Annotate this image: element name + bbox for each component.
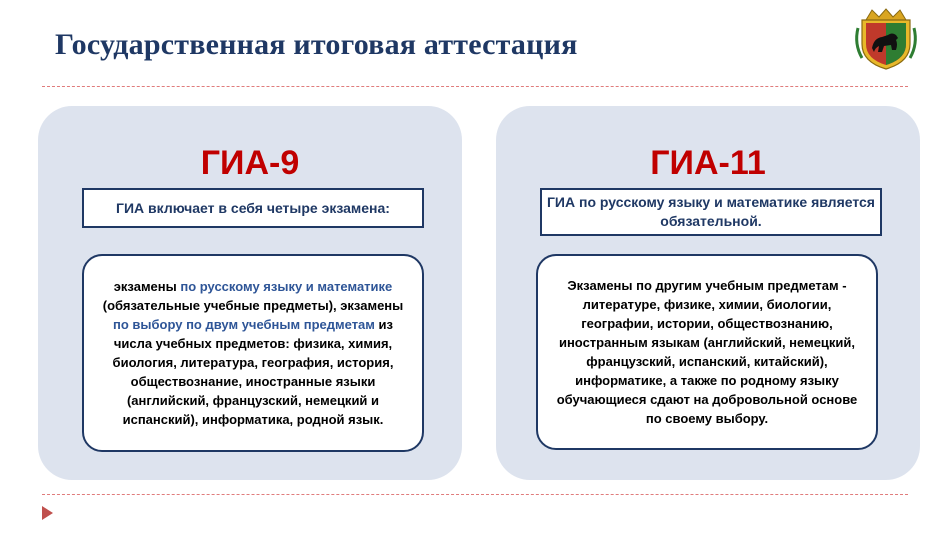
gia9-subtitle: ГИА включает в себя четыре экзамена:	[82, 188, 424, 228]
gia11-title: ГИА-11	[650, 144, 766, 182]
gia9-text-part: из числа учебных предметов: физика, химия, биология, литература, география, история, обществознание, иностранные языки (английский, французский, немецкий и испанский), информатика, родной язык.	[112, 317, 394, 427]
gia9-text-part: (обязательные учебные предметы), экзамены	[102, 298, 404, 313]
gia9-highlight-elective: по выбору по двум учебным предметам	[113, 317, 375, 332]
gia9-text	[98, 277, 408, 429]
page-title: Государственная итоговая аттестация	[55, 28, 578, 61]
gia11-description: Экзамены по другим учебным предметам - литературе, физике, химии, биологии, географии, истории, обществознанию, иностранным языкам (английский, немецкий, французский, испанский, китайский), информатике, а также по родному языку обучающиеся сдают на добровольной основе по своему выбору.	[536, 254, 878, 450]
gia9-highlight-required: по русскому языку и математике	[180, 279, 393, 294]
gia9-panel	[38, 106, 462, 480]
triangle-bullet-icon	[42, 506, 53, 520]
gia9-text-part: экзамены	[113, 279, 181, 294]
gia9-description	[82, 254, 424, 452]
top-divider	[42, 86, 908, 87]
bottom-divider	[42, 494, 908, 495]
gia11-subtitle: ГИА по русскому языку и математике является обязательной.	[540, 188, 882, 236]
gia11-panel	[496, 106, 920, 480]
coat-of-arms-icon	[852, 8, 920, 70]
gia9-title: ГИА-9	[200, 144, 300, 182]
